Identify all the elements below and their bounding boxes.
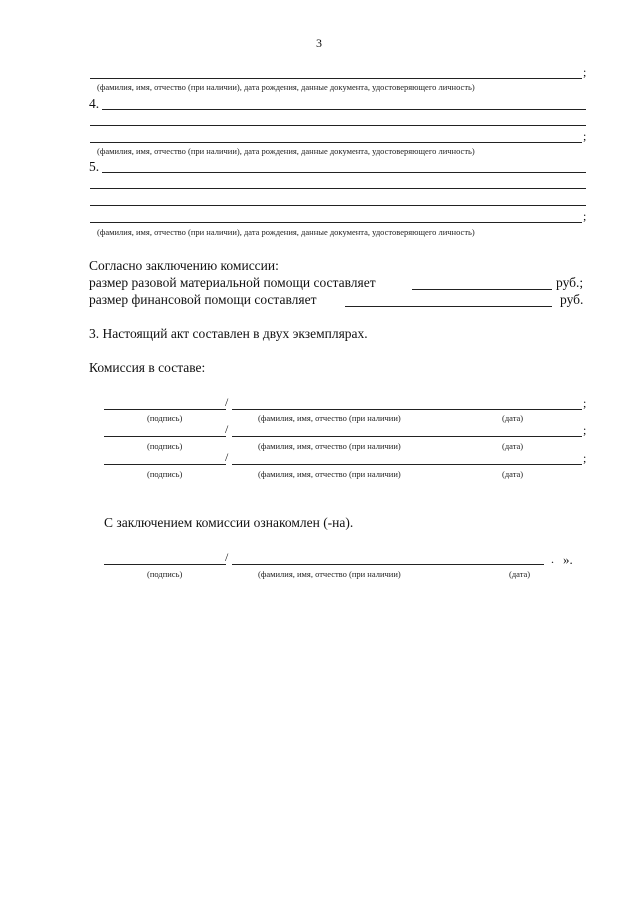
item-4-line-2[interactable] — [90, 125, 586, 126]
financial-aid-unit: руб. — [560, 292, 584, 307]
member-2-name-field[interactable] — [232, 436, 582, 437]
item-4-semicolon: ; — [583, 129, 587, 143]
person-3-line[interactable] — [90, 78, 582, 79]
material-aid-text: размер разовой материальной помощи составляет — [89, 275, 376, 290]
member-1-semicolon: ; — [583, 396, 587, 410]
item-4-number: 4. — [89, 96, 100, 111]
acquainted-signature-caption: (подпись) — [147, 569, 183, 579]
member-3-semicolon: ; — [583, 451, 587, 465]
item-5-caption: (фамилия, имя, отчество (при наличии), дата рождения, данные документа, удостоверяющего личность) — [97, 227, 475, 237]
member-3-signature-caption: (подпись) — [147, 469, 183, 479]
acquainted-signature-field[interactable] — [104, 564, 226, 565]
item-5-semicolon: ; — [583, 209, 587, 223]
item-5-line-2[interactable] — [90, 188, 586, 189]
member-3-signature-field[interactable] — [104, 464, 226, 465]
person-3-caption: (фамилия, имя, отчество (при наличии), дата рождения, данные документа, удостоверяющего личность) — [97, 82, 475, 92]
item-5-number: 5. — [89, 159, 100, 174]
item-4-line-3[interactable] — [90, 142, 582, 143]
acquainted-date-caption: (дата) — [509, 569, 531, 579]
member-1-name-caption: (фамилия, имя, отчество (при наличии) — [258, 413, 401, 423]
member-3-slash: / — [225, 450, 229, 464]
conclusion-intro: Согласно заключению комиссии: — [89, 258, 279, 273]
page-number: 3 — [316, 36, 322, 50]
member-2-name-caption: (фамилия, имя, отчество (при наличии) — [258, 441, 401, 451]
member-2-signature-field[interactable] — [104, 436, 226, 437]
financial-aid-text: размер финансовой помощи составляет — [89, 292, 317, 307]
item-4-line-1[interactable] — [102, 109, 586, 110]
item-4-caption: (фамилия, имя, отчество (при наличии), дата рождения, данные документа, удостоверяющего личность) — [97, 146, 475, 156]
acquainted-slash: / — [225, 550, 229, 564]
member-2-signature-caption: (подпись) — [147, 441, 183, 451]
member-1-signature-field[interactable] — [104, 409, 226, 410]
item-5-line-4[interactable] — [90, 222, 582, 223]
acquainted-name-field[interactable] — [232, 564, 544, 565]
commission-title: Комиссия в составе: — [89, 360, 206, 375]
member-3-name-caption: (фамилия, имя, отчество (при наличии) — [258, 469, 401, 479]
member-1-slash: / — [225, 395, 229, 409]
acquainted-name-caption: (фамилия, имя, отчество (при наличии) — [258, 569, 401, 579]
member-2-date-caption: (дата) — [502, 441, 524, 451]
member-1-name-field[interactable] — [232, 409, 582, 410]
item-5-line-1[interactable] — [102, 172, 586, 173]
acquainted-ending: ». — [563, 552, 573, 567]
member-1-date-caption: (дата) — [502, 413, 524, 423]
member-3-name-field[interactable] — [232, 464, 582, 465]
member-1-signature-caption: (подпись) — [147, 413, 183, 423]
member-3-date-caption: (дата) — [502, 469, 524, 479]
item-5-line-3[interactable] — [90, 205, 586, 206]
member-2-semicolon: ; — [583, 423, 587, 437]
acquainted-statement: С заключением комиссии ознакомлен (-на). — [104, 515, 354, 530]
person-3-semicolon: ; — [583, 65, 587, 79]
acquainted-comma: . — [551, 552, 554, 566]
act-statement: 3. Настоящий акт составлен в двух экземплярах. — [89, 326, 368, 341]
member-2-slash: / — [225, 422, 229, 436]
material-aid-amount-field[interactable] — [412, 289, 552, 290]
material-aid-unit: руб.; — [556, 275, 584, 290]
financial-aid-amount-field[interactable] — [345, 306, 552, 307]
